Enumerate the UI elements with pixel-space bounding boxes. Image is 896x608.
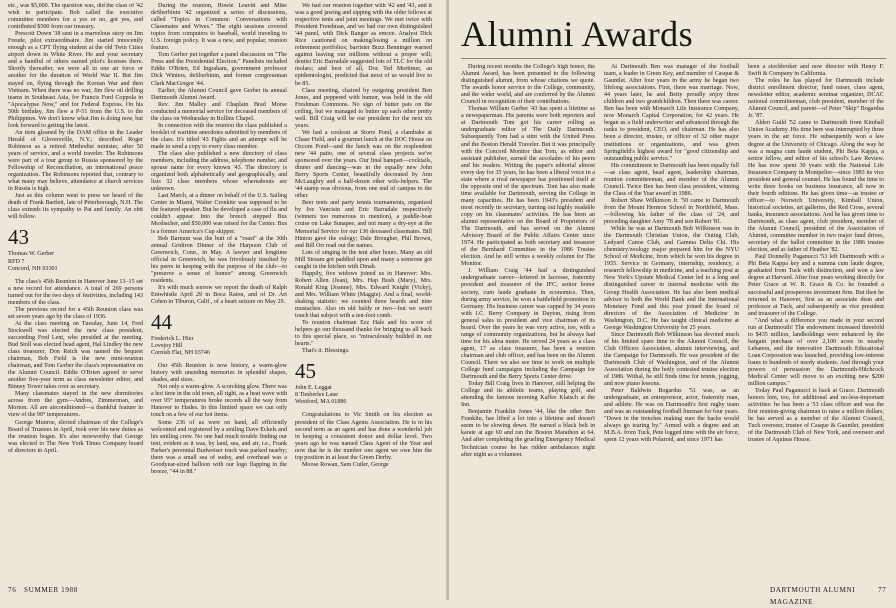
address-line: RFD 7 — [8, 258, 25, 265]
paragraph: To reunion chairman Ezz Hale and his score of helpers go our thousand thanks for bringing us all back to this special place, so "miraculously builded in our hearts." — [295, 320, 432, 348]
right-column-1 — [461, 64, 595, 580]
right-page — [449, 0, 896, 606]
paragraph: Robert Shaw Wilkinson Jr. '50 came to Dartmouth from the Mount Hermon School in Northfield, Mass.—following his father of the class of '24, and preceding daughter Amy '78 and son Robert '81. — [604, 197, 739, 226]
paragraph: During the reunion, Howie Leavitt and Mike deSherbinin '42 organized a series of discussions, called "Topics in Common: Conversations with Classmates and Wives." The eight sessions covered topics from computers to baseball, world traveling to U.S. foreign policy. It was a new, and popular, reunion feature. — [151, 3, 287, 52]
paragraph: Benjamin Franklin Jones '44, like the other Ben Franklin, has lifted a lot into a lifetime and doesn't seem to be slowing down. He earned a black belt in karate at age 60 and ran the Boston Marathon at 64. And after completing the grueling Emergency Medical Technician course he has ridden ambulances night after night as a volunteer. — [461, 409, 595, 458]
article-headline: Alumni Awards — [461, 14, 694, 54]
paragraph: Today Bill Craig lives in Hanover, still helping the College and its athletic teams, playing golf, and attending the famous morning Kaffee Klatsch at the Inn. — [461, 381, 595, 409]
left-page-number: 76 — [8, 586, 17, 594]
paragraph: Moose Rowan, Sam Cutler, George — [302, 461, 389, 468]
class-number-44: 44 — [151, 310, 172, 335]
paragraph: Rev. Jim Malley and Chaplain Brad Morse conducted a memorial service for deceased members of the class on Wednesday in Rollins Chapel. — [151, 101, 287, 122]
address-line: Frederick L. Hier — [151, 336, 194, 343]
right-column-3 — [748, 3, 884, 580]
paragraph: Class meeting, chaired by outgoing president Ben Jones, and peppered with humor, was held in the old Freshman Commons. No sign of butter pats on the ceiling, but we managed to butter up each other pretty well. Bill Craig will be our president for the next six years. — [295, 87, 432, 129]
headline-clearance — [604, 3, 739, 64]
paragraph: Prescott Down '38 sent in a marvelous story on Jim Freude, pilot extraordinaire. Jim started innocently enough as a CPT flying student at the old Twin Cities airport down in White River. He and your secretary and a handful of others earned pilot's licenses there. Shortly thereafter, we were all in one air force or another for the duration of World War II. But Jim stayed on, flying through the Korean War and then Vietnam. When there was no war, Jim flew oil drilling teams in Southeast Asia, for Francis Ford Coppola in "Apocalypse Now," and for Federal Express. On his 50th birthday, Jim flew a P-51 from the U.S. to the Philippines. We don't know what Jim is doing now, but look forward to getting the latest. — [8, 31, 143, 129]
paragraph: It's with much sorrow we report the death of Ralph Entwhistle April 29 in Boca Raton, and of Dr. Art Cohen in Tiburon, Calif., of a heart seizure on May 29. — [151, 284, 287, 305]
paragraph: Thomas William Gerber '43 has spent a lifetime as a newspaperman. His parents were both reporters and at Dartmouth Tom got his career rolling as undergraduate editor of The Daily Dartmouth. Subsequently Tom had a stint with the United Press and the Boston Herald Traveler. But it was principally with the Concord Monitor that Tom, as editor and assistant publisher, earned the accolades of his peers and his readers. Writing the paper's editorial almost every day for 35 years, he has been a liberal voice in a state where a rival newspaper has positioned itself at the opposite end of the spectrum. Tom has also made time available for Dartmouth, serving the College in many capacities. He has been 1943's president and most recently its secretary, turning out highly readable copy on his classmates' activities. He has been an alumni representative on the Board of Proprietors of The Dartmouth, and has served on the Alumni Advisory Board of the Public Affairs Center since 1974. He participated as both secretary and treasurer of the Bernhard Committee in the 1986 Trustee election. And he still writes a weekly column for The Monitor. — [461, 106, 595, 268]
paragraph: At Dartmouth Ben was manager of the football team, a leader in Green Key, and member of Casque & Gauntlet. After four years in the army he began two lifelong associations. First, there was marriage. Now, 44 years later, he and Betty proudly enjoy three children and two grandchildren. Then there was career. Ben has been with Monarch Life Insurance Company, now Monarch Capital Corporation, for 42 years. He began as a field underwriter and advanced through the ranks to president, CEO, and chairman. He has also been a director, trustee, or officer of 32 other major institutions or organizations, and was given Springfield's highest award for "good citizenship and outstanding public service." — [604, 64, 739, 162]
paragraph: Just as this column went to press we heard of the death of Frank Bartlett, late of Peterborough, N.H. The class extends its sympathy to Pat and family. An obit will follow. — [8, 193, 143, 221]
paragraph: Not only a warm-glow. A scorching glow. There was a hot time in the old town, all right, as a heat wave with over 95° temperatures broke records all the way from Hanover to Hades. In this limited space we can only touch on a few of our hot items. — [151, 384, 287, 419]
paragraph: The roles he has played for Dartmouth include district enrollment director, fund raiser, class agent, newsletter editor, academic seminar organizer, DCAC national committeeman, club president, member of the Alumni Council, and parent—of Peter "Skip" Bogardus Jr. '87. — [748, 78, 884, 120]
left-page — [0, 0, 447, 600]
issue-date: SUMMER 1988 — [24, 586, 78, 594]
address-line: 8 Timberlee Lane — [295, 392, 338, 399]
paragraph: Happily, five widows joined us in Hanover: Mrs. Robert Allen (Jean), Mrs. Hap Bush (Mary), Mrs. Ronald King (Joanne), Mrs. Edward Knight (Vicky), and Mrs. William White (Maggie). And a final, world-shaking statistic: we counted three beards and nine mustaches. Also on old baldy or two—but we won't touch that subject with a ten-foot comb. — [295, 270, 432, 320]
address-line: Concord, NH 03301 — [8, 265, 58, 272]
paragraph: An item gleaned by the DAM office in the Leader Herald of Gloversville, N.Y.; described Roger Robinson as a retired Methodist minister, after 50 years of service, and a world traveler. The Robinsons were part of a tour group to Russia sponsored by the Fellowship of Reconciliation, an international peace organization. The Robinsons reported that, contrary to what many may believe, attendance at church services in Russia is high. — [8, 129, 143, 193]
class-45-secretary-address — [295, 385, 432, 406]
right-page-number: 77 — [878, 586, 887, 594]
class-number-43: 43 — [8, 225, 29, 250]
paragraph: Congratulations to Vic Smith on his election as president of the Class Agents Association. He is in his second term as an agent and has done a wonderful job in keeping a consistent donor and dollar level. Two years ago he was named Class Agent of the Year and now that he is the number one agent we owe him the top position in at least the Green Derby. — [295, 412, 432, 461]
paragraph: While he was at Dartmouth Bob Wilkinson was in the Dartmouth Christian Union, the Outing Club, Ledyard Canoe Club, and Gamma Delta Chi. His chemistry/zoology major prepared him for the NYU School of Medicine, from which he won his degree in 1955. Service in Germany, internship, residency, a research fellowship in medicine, and a teaching post at New York's Upstate Medical Center led to a long and distinguished career in internal medicine with the Group Health Association. He has also been medical advisor to both the World Bank and the International Monetary Fund and this year joined the board of directors of the Association of Medicine in Washington, D.C. He has taught clinical medicine at George Washington University for 25 years. — [604, 226, 739, 331]
paragraph: etc., was $5,000. The question was, did the class of '42 wish to participate. Bob called the executive committee members for a yes or no, got yes, and contributed $500 from our treasury. — [8, 3, 143, 31]
address-line: Thomas W. Gerber — [8, 251, 55, 258]
address-line: Cornish Flat, NH 03746 — [151, 350, 210, 357]
class-44-secretary-address — [151, 336, 287, 357]
class-number-45: 45 — [295, 359, 316, 384]
paragraph: Last March, at a dinner on behalf of the U.S. Sailing Center in Miami, Walter Cronkite was supposed to be the featured speaker. But he developed a case of flu and couldn't appear. Into the breech stepped Bus Mosbacher, and $50,000 was raised for the Center. Bus is a former America's Cup skipper. — [151, 193, 287, 235]
left-column-1 — [8, 3, 143, 583]
class-44-notes — [151, 363, 287, 476]
paragraph: We had a cookout at Storrs Pond, a clambake at Chase Field, and a gourmet lunch at the DOC House on Occom Pond—and the lunch was on the resplendent new '44 patio, one of several class projects we've sponsored over the years. Our final banquet—cocktails, dinner and dancing—was in the equally new John Berry Sports Center, beautifully decorated by Ann McLaughry and a half-dozen other wife-helpers. The '44 stamp was obvious, from one end of campus to the other. — [295, 129, 432, 200]
paragraph: Peter Baldwin Bogardus '51 was, as an undergraduate, an entrepreneur, actor, fraternity man, and athlete. He was on Dartmouth's first rugby team and was an outstanding football lineman for four years. "Down in the trenches making sure the backs would always go tearing by." Armed with a degree and an M.B.A. from Tuck, Pete logged time with the air force, spent 12 years with Polaroid, and since 1971 has — [604, 388, 739, 444]
address-line: Lovejoy Hill — [151, 343, 183, 350]
paragraph: "And what a difference you made in your second run at Dartmouth! The endowment increased threefold to $435 million, landholdings were enhanced by the bargain purchase of over 2,100 acres in nearby Lebanon, and the innovative Dartmouth Educational Loan Corporation was launched, providing low-interest loans to hundreds of needy students. And through your powers of persuasion the Dartmouth-Hitchcock Medical Center will move to an exciting new $200 million campus." — [748, 317, 884, 388]
class-43-secretary-address — [8, 251, 143, 272]
paragraph: We had our reunion together with '42 and '43, and it was a good jawing and sipping with the older fellows at respective tents and joint meetings. We met twice with President Freedman, and we had our own distinguished '44 panel, with Dick Ranger as emcee. Analyst Dick Rice cautioned on making/losing a million on retirement portfolios; barrister Buzz Benninger warned against leaving our millions without a proper will; dentist Eric Barradale suggested lots of TLC for the old molars; and best of all, Doc Ted Mortimer, an epidemiologist, predicted that most of us would live to be 85. — [295, 3, 432, 87]
address-line: Westford, MA 01886 — [295, 399, 347, 406]
class-45-notes — [295, 412, 432, 468]
paragraph: The class's 45th Reunion in Hanover June 13–15 set a new record for attendance. A total of 269 persons turned out for the two days of festivities, including 143 members of the class. — [8, 278, 143, 306]
paragraph: Earlier, the Alumni Council gave Gerber its annual Dartmouth Alumni Award. — [151, 87, 287, 101]
class-43-notes-continued — [151, 3, 287, 306]
paragraph: During recent months the College's high honor, the Alumni Award, has been presented to the following distinguished alumni, from whose citations we quote. The awards honor service to the College, community, and the wider world, and are conferred by the Alumni Council in recognition of their contributions. — [461, 64, 595, 106]
paragraph: George Munroe, elected chairman of the College's Board of Trustees in April, took over his new duties as the reunion began. It's also noteworthy that George was elected to The New York Times Company board of directors in April. — [8, 419, 143, 454]
class-44-notes-continued — [295, 3, 432, 355]
class-43-notes — [8, 279, 143, 455]
paragraph: Alden Guild '52 came to Dartmouth from Kimball Union Academy. His time here was interrupted by three years in the air force. He subsequently won a law degree at the University of Chicago. Along the way he was a magna cum laude student, Phi Beta Kappa, a senior fellow, and editor of his school's Law Review. He has now spent 30 years with the National Life Insurance Company in Montpelier—since 1983 its vice president and general counsel. He has found the time to write three books on business insurance, all now in their fourth editions. He has given time—as trustee or officer—to Norwich University, Kimball Union, historical societies, art galleries, the Red Cross, several banks, insurance associations. And he has given time to Dartmouth, as class agent, club president, member of the Alumni Council, president of the Association of Alumni, committee member in two major fund drives, secretary of the ballot committee in the 1986 trustee election, and as father of Heather '82. — [748, 120, 884, 254]
paragraph: been a stockbroker and now director with Henry F. Swift & Company in California. — [748, 64, 884, 78]
left-column-3 — [295, 3, 432, 583]
address-line: John E. Leggat — [295, 385, 332, 392]
paragraph: The previous record for a 45th Reunion class was set seven years ago by the class of 1936. — [8, 306, 143, 320]
headline-clearance — [748, 3, 884, 64]
paragraph: Today Paul Paganucci is back at Grace. Dartmouth honors him, too, for additional and no-less-important activities: he has been a '53 class officer and was the first reunion-giving chairman to raise a million dollars; he has served as a member of the Alumni Council, Tuck overseer, trustee of Casque & Gauntlet, president of the Dartmouth Club of New York, and overseer and trustee of Aquinas House. — [748, 388, 884, 444]
paragraph: J. William Craig '44 had a distinguished undergraduate career—lettered in lacrosse, fraternity president and treasurer of the IFC, senior honor society, cum laude graduate in economics. Then, during army service, he won a battlefield promotion in Germany. His business career was capped by 34 years with I.C. Berry Company in Dayton, rising from general sales to president and vice chairman of its board. Over the years he was very active, too, with a range of community organizations, but he always had time for his alma mater. He served 24 years as a class agent, 17 as class treasurer, has been a reunion chairman and club officer, and has been on the Alumni Council. There we also see time to work on multiple College fund campaigns including the Campaign for Dartmouth and the Berry Sports Center drive. — [461, 268, 595, 381]
paragraph: The class also published a new directory of class members, including the address, telephone number, and spouse name for every known '43. The directory is organized both alphabetically and geographically, and lists 32 class members whose whereabouts are unknown. — [151, 150, 287, 193]
paragraph: That's it. Blessings. — [302, 348, 350, 355]
paragraph: Some 236 of us were on hand, all efficiently welcomed and registered by a smiling Dave Eckels and his smiling crew. No one had much trouble finding our tent, evident as it was, by land, sea, and air, i.e., Frank Parker's perennial Budweiser truck was parked nearby; there was a small sea of sudsy, and overhead was a Goodyear-sized balloon with our logo flapping in the breeze, "44 in 88." — [151, 419, 287, 475]
left-column-2 — [151, 3, 287, 583]
awards-text-column-1 — [461, 64, 595, 459]
paragraph: Paul Donnelly Paganucci '53 left Dartmouth with a Phi Beta Kappa key and a summa cum laude degree, graduated from Tuck with distinction, and won a law degree at Harvard. After four years working directly for Peter Grace at W. R. Grace & Co. he founded a successful and prosperous investment firm. But then he returned to Hanover, first as an associate dean and professor at Tuck, and subsequently as vice president and treasurer of the College. — [748, 254, 884, 317]
paragraph: At the class meeting on Tuesday, June 14, Fred Stockwell was elected the new class president, succeeding Fred Lent, who presided at the meeting. Bud Stoll was elected head agent, Hal Lindley the new class treasurer, Don Reich was named the bequest chairman, Bob Field is the new mini-reunion chairman, and Tom Gerber the class's representative on the Alumni Council. Eddie O'Brien agreed to serve another five-year term as class newsletter editor, and Binney Tower takes over as secretary. — [8, 320, 143, 391]
awards-text-column-3 — [748, 64, 884, 445]
awards-text-column-2 — [604, 64, 739, 445]
paragraph: Lots of singing in the tent after hours. Many an old Mill Stream got paddled upon and many a someone got caught in the kitchen with Dinah. — [295, 249, 432, 270]
class-42-notes — [8, 3, 143, 221]
right-column-2 — [604, 3, 739, 580]
paragraph: His commitment to Dartmouth has been equally full—as class agent, head agent, leadership chairman, reunion committeeman, and member of the Alumni Council. Twice Ben has been class president, winning the Class of the Year award in 1986. — [604, 162, 739, 197]
magazine-name: DARTMOUTH ALUMNI MAGAZINE — [770, 586, 856, 606]
paragraph: Beer tents and party tennis tournaments, organized by Joe Vancisin and Eric Barradale respectively (winners too numerous to mention), a paddle-boat cruise on Lake Sunapee, and not many a dry-eye at the Memorial Service for our 136 deceased classmates. Bill Hinton gave the eulogy; Dale Brougher, Phil Brown, and Bill Orr read out the names. — [295, 200, 432, 249]
paragraph: Our 45th Reunion is now history, a warm-glow history with unending memories in splendid shapes, shades, and sizes. — [151, 363, 287, 384]
paragraph: In connection with the reunion the class published a booklet of wartime anecdotes submitted by members of the class. It's titled '43 Fights and an attempt will be made to send a copy to every class member. — [151, 122, 287, 150]
paragraph: Bob Barnum was the butt of a "roast" at the 30th annual Gridiron Dinner of the Harpoon Club of Greenwich, Conn., in May. A lawyer and longtime official in Greenwich, he was frivolously insulted by his peers in keeping with the purpose of the club—to "preserve a sense of humor" among Greenwich residents. — [151, 235, 287, 284]
paragraph: Tom Gerber put together a panel discussion on "The Press and the Presidential Election." Panelists included Eddie O'Brien, Ed Ingraham, government professor Dick Winters, deSherbinin, and former congressman Clark MacGregor '44. — [151, 52, 287, 87]
paragraph: Since Dartmouth Bob Wilkinson has devoted much of his limited spare time to the Alumni Council, the Club Officers Association, alumni interviewing, and the Campaign for Dartmouth. He was president of the Dartmouth Club of Washington, and of the Alumni Association during the hotly contested trustee election of 1986. Withal, he still finds time for tennis, jogging, and now piano lessons. — [604, 331, 739, 388]
paragraph: Many classmates stayed in the new dormitories across from the gym—Andres, Zimmerman, and Morton. All are airconditioned—a thankful feature in view of the 90° temperatures. — [8, 391, 143, 419]
